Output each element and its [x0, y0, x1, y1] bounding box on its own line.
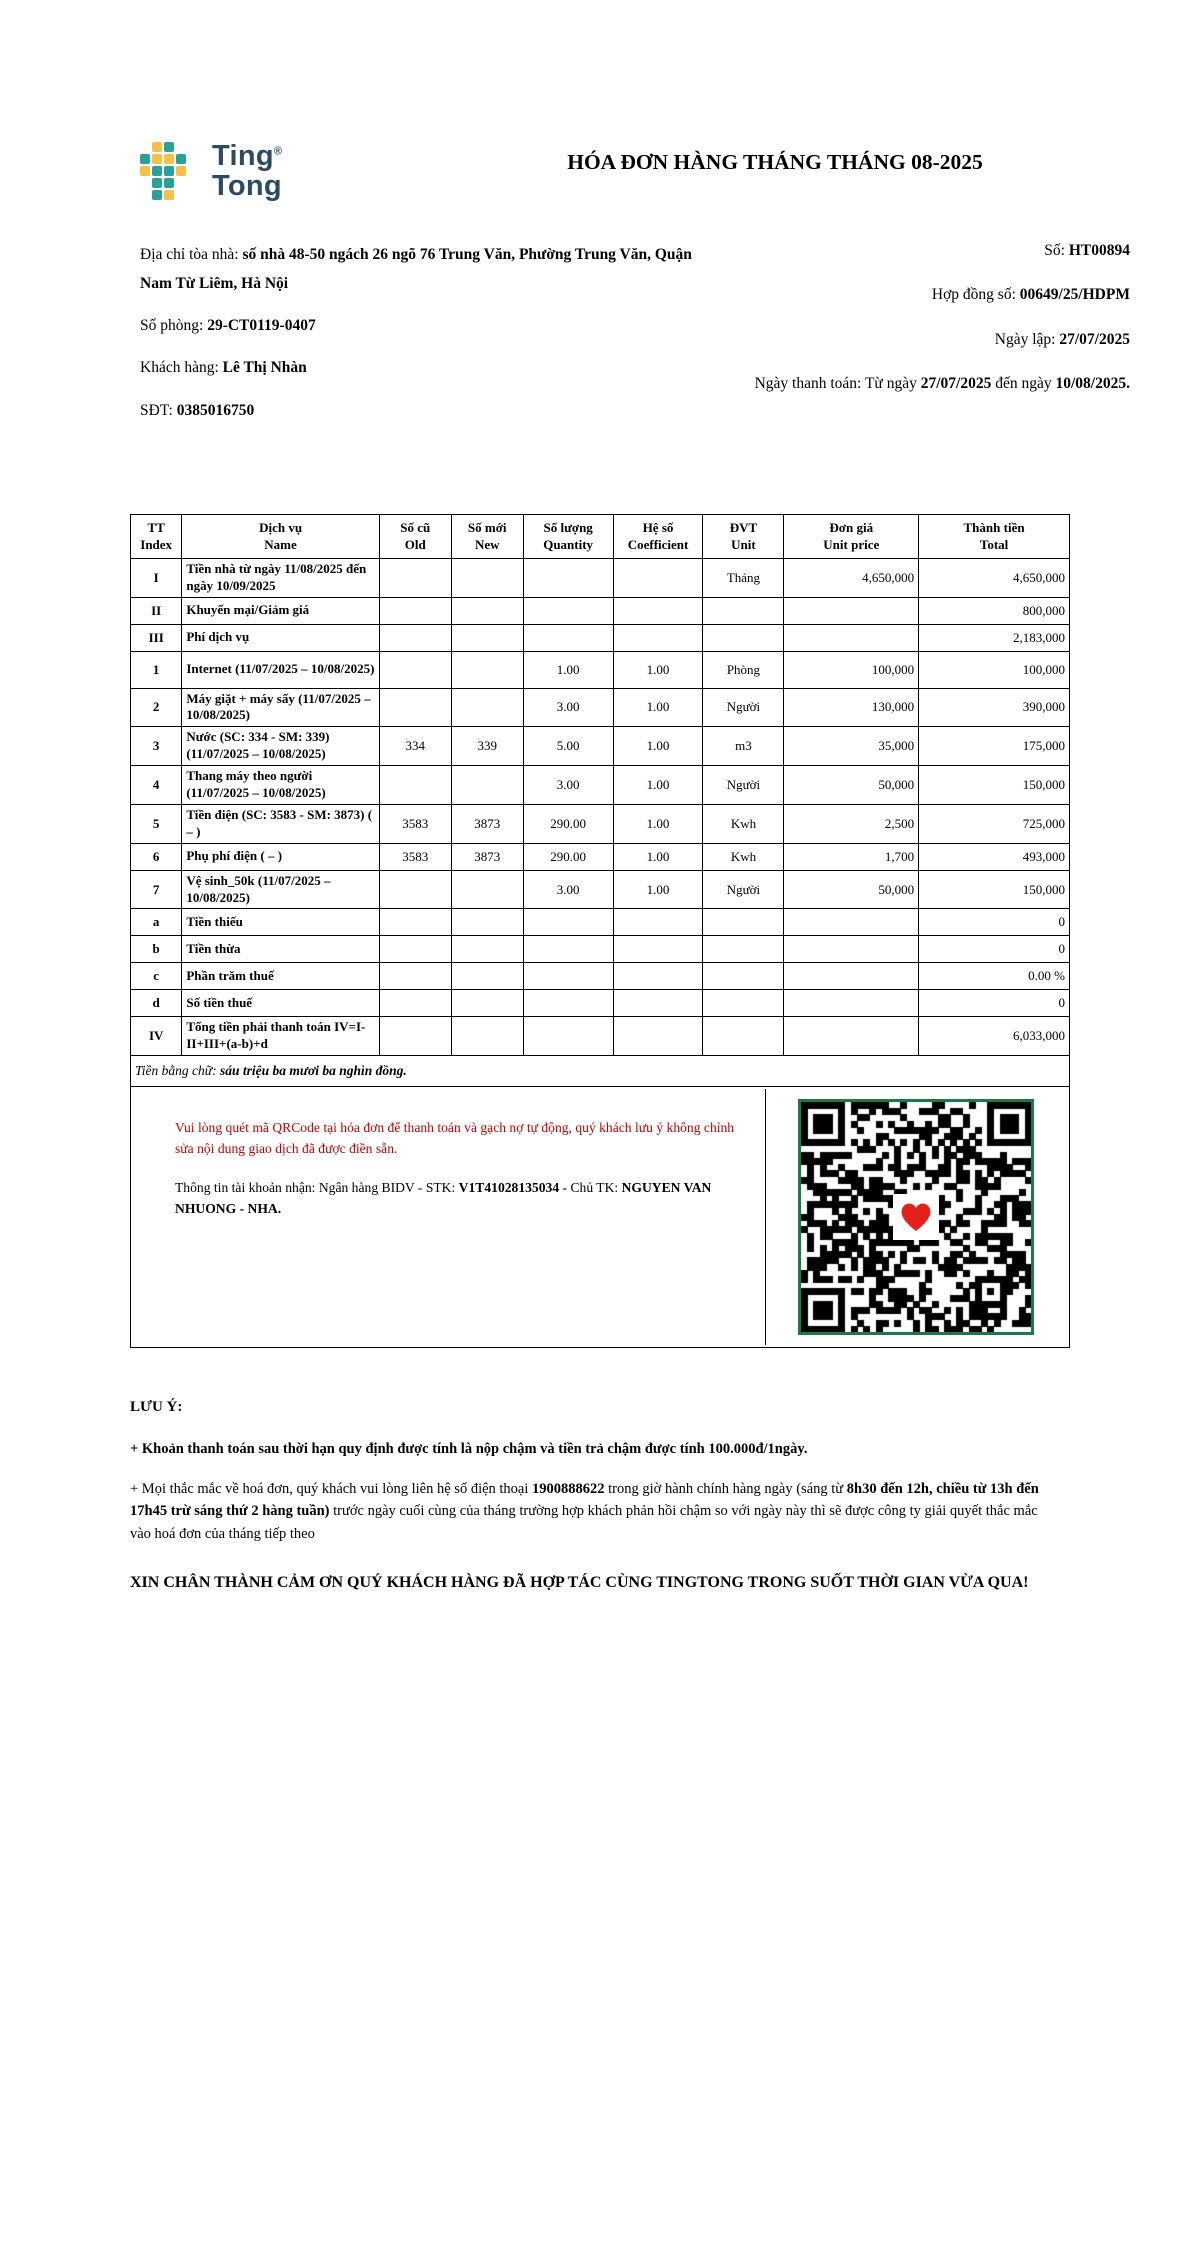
cell-old	[379, 624, 451, 651]
cell-total: 100,000	[919, 651, 1070, 688]
thank-you-message: XIN CHÂN THÀNH CẢM ƠN QUÝ KHÁCH HÀNG ĐÃ HỢP TÁC CÙNG TINGTONG TRONG SUỐT THỜI GIAN VỪA QUA!	[130, 1574, 1029, 1592]
phone-line	[140, 400, 714, 422]
created-date-label: Ngày lập:	[994, 330, 1060, 348]
th-new-l1: Số mới	[467, 520, 507, 536]
cell-old	[379, 651, 451, 688]
support-hours: 8h30 đến 12h, chiều từ 13h đến 17h45 trừ sáng thứ 2 hàng tuần)	[130, 1480, 1039, 1520]
note-support	[130, 1478, 1060, 1545]
cell-quantity	[523, 624, 613, 651]
invoice-number-value: HT00894	[1068, 242, 1130, 259]
room-label: Số phòng:	[140, 316, 208, 334]
table-row	[131, 1017, 1070, 1056]
cell-index: 2	[131, 688, 182, 727]
cell-quantity: 290.00	[523, 804, 613, 843]
cell-old	[379, 688, 451, 727]
cell-coefficient: 1.00	[613, 727, 703, 766]
cell-unit	[703, 624, 784, 651]
cell-unit-price	[784, 624, 919, 651]
cell-name: Nước (SC: 334 - SM: 339) (11/07/2025 – 10/08/2025)	[182, 727, 379, 766]
cell-quantity	[523, 990, 613, 1017]
cell-quantity	[523, 936, 613, 963]
cell-name: Tiền điện (SC: 3583 - SM: 3873) ( – )	[182, 804, 379, 843]
table-row	[131, 870, 1070, 909]
th-old	[379, 515, 451, 559]
cell-unit: Người	[703, 688, 784, 727]
th-old-l2: Old	[404, 536, 426, 552]
cell-old	[379, 558, 451, 597]
payment-panel-row	[131, 1087, 1070, 1348]
cell-quantity: 3.00	[523, 688, 613, 727]
th-coefficient-l1: Hệ số	[642, 520, 674, 536]
cell-new	[451, 990, 523, 1017]
table-row	[131, 624, 1070, 651]
th-index-l1: TT	[147, 520, 165, 536]
th-total-l1: Thành tiền	[963, 520, 1025, 536]
table-row	[131, 990, 1070, 1017]
invoice-meta	[0, 202, 1200, 442]
cell-quantity	[523, 963, 613, 990]
cell-old: 334	[379, 727, 451, 766]
bank-info-mid: - Chủ TK:	[559, 1180, 622, 1196]
cell-old	[379, 766, 451, 805]
cell-unit-price	[784, 963, 919, 990]
cell-quantity: 5.00	[523, 727, 613, 766]
cell-total: 390,000	[919, 688, 1070, 727]
cell-new	[451, 936, 523, 963]
cell-index: 6	[131, 843, 182, 870]
cell-old: 3583	[379, 843, 451, 870]
cell-total: 800,000	[919, 597, 1070, 624]
table-row	[131, 804, 1070, 843]
cell-name: Phần trăm thuế	[182, 963, 379, 990]
cell-new	[451, 688, 523, 727]
cell-old	[379, 990, 451, 1017]
cell-unit: Phòng	[703, 651, 784, 688]
cell-coefficient: 1.00	[613, 651, 703, 688]
cell-unit: m3	[703, 727, 784, 766]
cell-name: Internet (11/07/2025 – 10/08/2025)	[182, 651, 379, 688]
cell-old	[379, 1017, 451, 1056]
cell-old: 3583	[379, 804, 451, 843]
cell-unit	[703, 990, 784, 1017]
bank-info-prefix: Thông tin tài khoản nhận: Ngân hàng BIDV - STK:	[175, 1180, 459, 1196]
cell-unit-price: 50,000	[784, 766, 919, 805]
th-unit-l1: ĐVT	[729, 520, 758, 536]
cell-coefficient	[613, 597, 703, 624]
payment-period-mid: đến ngày	[991, 375, 1056, 393]
bank-info-text	[175, 1177, 743, 1219]
th-coefficient	[613, 515, 703, 559]
building-address-line	[140, 240, 714, 299]
payment-period-line	[714, 373, 1130, 395]
note-support-part-3: trước ngày cuối cùng của tháng trường hợp khách phản hồi chậm so với ngày này thì sẽ được công ty giải quyết thắc mắc vào hoá đơn của tháng tiếp theo	[130, 1503, 1038, 1542]
cell-quantity	[523, 597, 613, 624]
note-support-part-2: trong giờ hành chính hàng ngày (sáng từ	[604, 1480, 847, 1497]
table-row	[131, 688, 1070, 727]
invoice-meta-right	[714, 240, 1130, 442]
cell-unit: Kwh	[703, 843, 784, 870]
payment-period-label: Ngày thanh toán: Từ ngày	[754, 375, 921, 393]
cell-unit: Người	[703, 870, 784, 909]
amount-in-words-value: sáu triệu ba mươi ba nghìn đồng.	[219, 1063, 407, 1079]
cell-index: 7	[131, 870, 182, 909]
payment-panel	[135, 1089, 1065, 1345]
cell-index: c	[131, 963, 182, 990]
th-name-l2: Name	[264, 536, 297, 552]
cell-name: Vệ sinh_50k (11/07/2025 – 10/08/2025)	[182, 870, 379, 909]
created-date-value: 27/07/2025	[1059, 330, 1130, 348]
cell-total: 6,033,000	[919, 1017, 1070, 1056]
room-line	[140, 315, 714, 337]
cell-unit	[703, 1017, 784, 1056]
cell-old	[379, 597, 451, 624]
invoice-number-label: Số:	[1044, 242, 1069, 259]
building-address-value: số nhà 48-50 ngách 26 ngõ 76 Trung Văn, Phường Trung Văn, Quận Nam Từ Liêm, Hà Nội	[140, 246, 692, 293]
brand-logo	[140, 140, 440, 202]
cell-unit-price: 130,000	[784, 688, 919, 727]
table-row	[131, 558, 1070, 597]
cell-unit	[703, 909, 784, 936]
cell-index: 1	[131, 651, 182, 688]
building-address-label: Địa chỉ tòa nhà:	[140, 246, 243, 263]
brand-line-1: Ting	[212, 139, 274, 172]
tingtong-logo-icon	[140, 140, 202, 202]
th-total	[919, 515, 1070, 559]
invoice-table-head	[131, 515, 1070, 559]
cell-old	[379, 870, 451, 909]
bank-account-owner: NGUYEN VAN NHUONG - NHA.	[175, 1180, 712, 1217]
cell-index: b	[131, 936, 182, 963]
invoice-number-line	[714, 240, 1130, 262]
invoice-table-foot	[131, 1056, 1070, 1348]
cell-unit-price: 4,650,000	[784, 558, 919, 597]
th-quantity	[523, 515, 613, 559]
cell-coefficient	[613, 936, 703, 963]
cell-total: 175,000	[919, 727, 1070, 766]
cell-coefficient: 1.00	[613, 766, 703, 805]
table-row	[131, 963, 1070, 990]
cell-index: 4	[131, 766, 182, 805]
cell-total: 4,650,000	[919, 558, 1070, 597]
amount-in-words-label: Tiền bằng chữ:	[135, 1063, 220, 1079]
cell-new	[451, 870, 523, 909]
cell-unit: Tháng	[703, 558, 784, 597]
cell-coefficient: 1.00	[613, 843, 703, 870]
cell-quantity: 1.00	[523, 651, 613, 688]
th-index-l2: Index	[140, 536, 173, 552]
cell-unit-price: 35,000	[784, 727, 919, 766]
th-new-l2: New	[474, 536, 500, 552]
th-quantity-l2: Quantity	[543, 536, 594, 552]
th-new	[451, 515, 523, 559]
cell-unit-price: 1,700	[784, 843, 919, 870]
brand-line-2: Tong	[212, 170, 282, 202]
cell-index: d	[131, 990, 182, 1017]
note-support-part-1: + Mọi thắc mắc về hoá đơn, quý khách vui lòng liên hệ số điện thoại	[130, 1480, 533, 1497]
table-row	[131, 727, 1070, 766]
cell-total: 725,000	[919, 804, 1070, 843]
table-row	[131, 766, 1070, 805]
cell-unit	[703, 936, 784, 963]
cell-new: 3873	[451, 804, 523, 843]
table-row	[131, 936, 1070, 963]
cell-new	[451, 558, 523, 597]
th-name	[182, 515, 379, 559]
cell-coefficient: 1.00	[613, 804, 703, 843]
cell-name: Tổng tiền phải thanh toán IV=I-II+III+(a-b)+d	[182, 1017, 379, 1056]
customer-value: Lê Thị Nhàn	[222, 359, 307, 377]
cell-coefficient	[613, 1017, 703, 1056]
customer-line	[140, 357, 714, 379]
cell-name: Khuyến mại/Giảm giá	[182, 597, 379, 624]
amount-in-words-cell	[131, 1056, 1070, 1087]
cell-coefficient: 1.00	[613, 688, 703, 727]
cell-total: 2,183,000	[919, 624, 1070, 651]
th-name-l1: Dịch vụ	[259, 520, 303, 536]
brand-wordmark	[212, 141, 282, 202]
cell-index: 5	[131, 804, 182, 843]
cell-quantity	[523, 558, 613, 597]
th-index	[131, 515, 182, 559]
qr-instruction-text: Vui lòng quét mã QRCode tại hóa đơn để thanh toán và gạch nợ tự động, quý khách lưu ý không chỉnh sửa nội dung giao dịch đã được điền sẵn.	[175, 1120, 735, 1157]
qr-code-icon[interactable]	[798, 1099, 1034, 1335]
cell-coefficient: 1.00	[613, 870, 703, 909]
cell-name: Số tiền thuế	[182, 990, 379, 1017]
table-header-row	[131, 515, 1070, 559]
cell-total: 493,000	[919, 843, 1070, 870]
document-header	[0, 0, 1200, 202]
cell-unit-price: 100,000	[784, 651, 919, 688]
th-unit-price	[784, 515, 919, 559]
cell-name: Tiền nhà từ ngày 11/08/2025 đến ngày 10/09/2025	[182, 558, 379, 597]
cell-quantity	[523, 1017, 613, 1056]
brand-registered-mark: ®	[273, 144, 283, 157]
cell-unit: Người	[703, 766, 784, 805]
contract-number-line	[714, 284, 1130, 306]
cell-unit-price	[784, 1017, 919, 1056]
cell-unit: Kwh	[703, 804, 784, 843]
invoice-table-wrap	[0, 442, 1200, 1348]
cell-index: a	[131, 909, 182, 936]
cell-coefficient	[613, 624, 703, 651]
cell-index: 3	[131, 727, 182, 766]
footer-notes	[0, 1348, 1200, 1594]
th-total-l2: Total	[979, 536, 1009, 552]
cell-index: II	[131, 597, 182, 624]
table-row	[131, 597, 1070, 624]
cell-name: Phí dịch vụ	[182, 624, 379, 651]
phone-value: 0385016750	[176, 401, 255, 419]
cell-name: Tiền thiếu	[182, 909, 379, 936]
th-unit	[703, 515, 784, 559]
contract-number-label: Hợp đồng số:	[931, 286, 1020, 304]
cell-unit-price	[784, 936, 919, 963]
cell-new	[451, 766, 523, 805]
note-late-payment: + Khoản thanh toán sau thời hạn quy định được tính là nộp chậm và tiền trả chậm được tính 100.000đ/1ngày.	[130, 1440, 808, 1457]
phone-label: SĐT:	[140, 401, 177, 419]
cell-coefficient	[613, 558, 703, 597]
table-row	[131, 651, 1070, 688]
cell-new	[451, 651, 523, 688]
table-row	[131, 909, 1070, 936]
cell-new	[451, 963, 523, 990]
cell-coefficient	[613, 963, 703, 990]
cell-name: Thang máy theo người (11/07/2025 – 10/08/2025)	[182, 766, 379, 805]
cell-total: 0	[919, 909, 1070, 936]
th-quantity-l1: Số lượng	[543, 520, 593, 536]
amount-in-words-row	[131, 1056, 1070, 1087]
cell-new: 3873	[451, 843, 523, 870]
cell-unit-price	[784, 597, 919, 624]
customer-label: Khách hàng:	[140, 359, 223, 377]
cell-name: Phụ phí điện ( – )	[182, 843, 379, 870]
cell-quantity: 3.00	[523, 870, 613, 909]
cell-new: 339	[451, 727, 523, 766]
heart-icon	[893, 1194, 939, 1240]
invoice-table-body	[131, 558, 1070, 1055]
cell-unit-price: 50,000	[784, 870, 919, 909]
cell-old	[379, 936, 451, 963]
bank-account-number: V1T41028135034	[458, 1180, 560, 1196]
qr-panel	[765, 1089, 1065, 1345]
cell-name: Máy giặt + máy sấy (11/07/2025 – 10/08/2025)	[182, 688, 379, 727]
cell-new	[451, 597, 523, 624]
invoice-table	[130, 514, 1070, 1348]
cell-total: 0.00 %	[919, 963, 1070, 990]
cell-new	[451, 624, 523, 651]
cell-quantity	[523, 909, 613, 936]
cell-unit	[703, 597, 784, 624]
cell-total: 150,000	[919, 766, 1070, 805]
cell-index: I	[131, 558, 182, 597]
cell-unit-price: 2,500	[784, 804, 919, 843]
th-coefficient-l2: Coefficient	[627, 536, 689, 552]
th-unit-price-l1: Đơn giá	[829, 520, 874, 536]
payment-from-value: 27/07/2025	[920, 375, 992, 393]
cell-unit-price	[784, 990, 919, 1017]
payment-panel-cell	[131, 1087, 1070, 1348]
cell-coefficient	[613, 990, 703, 1017]
cell-index: IV	[131, 1017, 182, 1056]
cell-quantity: 290.00	[523, 843, 613, 870]
cell-unit	[703, 963, 784, 990]
cell-index: III	[131, 624, 182, 651]
notes-title: LƯU Ý:	[130, 1399, 183, 1416]
cell-old	[379, 963, 451, 990]
th-old-l1: Số cũ	[400, 520, 431, 536]
payment-to-value: 10/08/2025.	[1055, 375, 1130, 393]
table-row	[131, 843, 1070, 870]
cell-coefficient	[613, 909, 703, 936]
cell-unit-price	[784, 909, 919, 936]
cell-new	[451, 1017, 523, 1056]
th-unit-price-l2: Unit price	[823, 536, 880, 552]
cell-old	[379, 909, 451, 936]
cell-total: 0	[919, 936, 1070, 963]
support-phone-number: 1900888622	[532, 1480, 605, 1497]
cell-quantity: 3.00	[523, 766, 613, 805]
cell-name: Tiền thừa	[182, 936, 379, 963]
cell-new	[451, 909, 523, 936]
invoice-meta-left	[140, 240, 714, 442]
cell-total: 150,000	[919, 870, 1070, 909]
cell-total: 0	[919, 990, 1070, 1017]
contract-number-value: 00649/25/HDPM	[1019, 286, 1130, 304]
payment-info	[135, 1089, 765, 1345]
created-date-line	[714, 329, 1130, 351]
page-title: HÓA ĐƠN HÀNG THÁNG THÁNG 08-2025	[567, 150, 983, 174]
room-value: 29-CT0119-0407	[207, 316, 316, 334]
th-unit-l2: Unit	[731, 536, 756, 552]
